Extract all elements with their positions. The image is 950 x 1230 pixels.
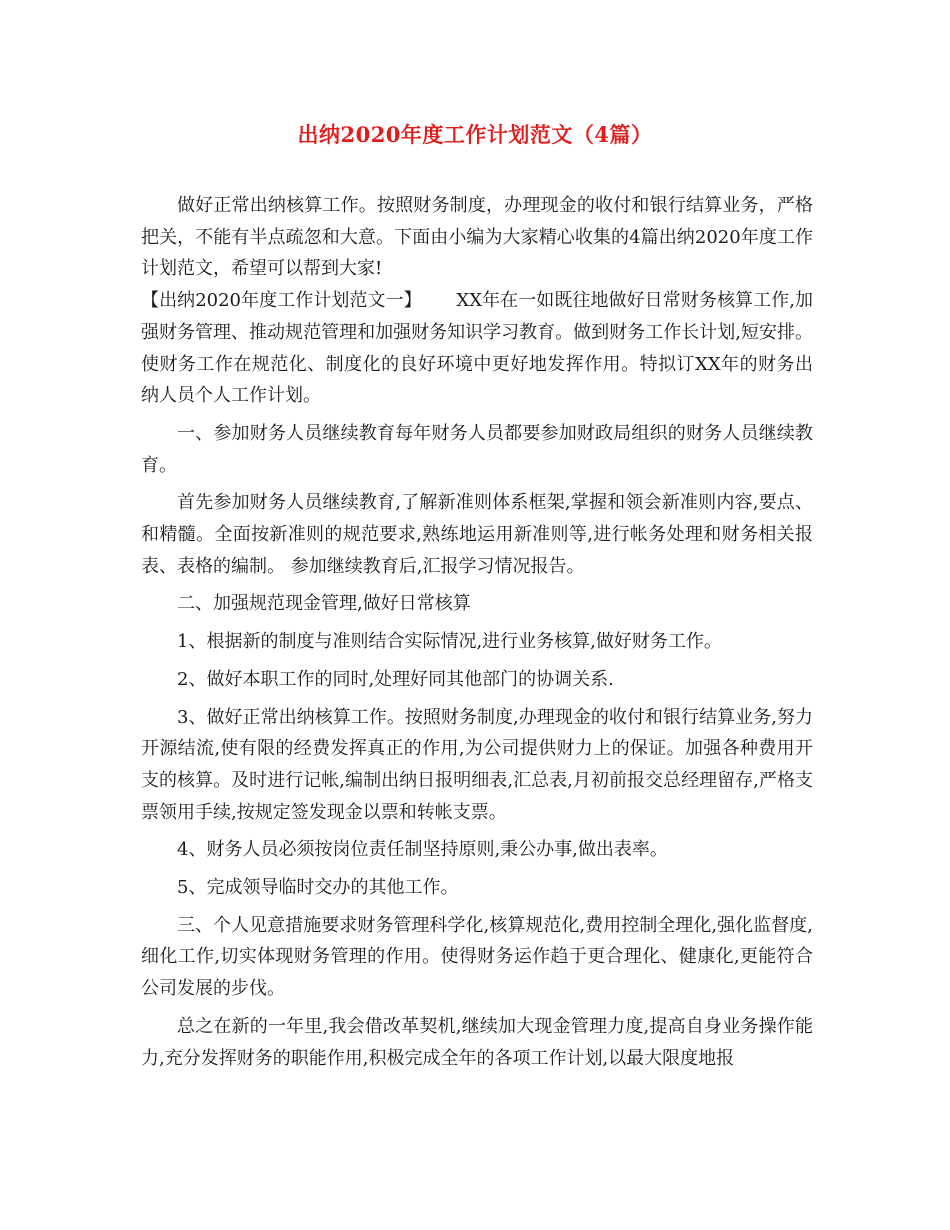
item-cash-management: 二、加强规范现金管理,做好日常核算 <box>177 593 471 615</box>
list-item-4: 4、财务人员必须按岗位责任制坚持原则,秉公办事,做出表率。 <box>177 839 668 861</box>
item-personal-suggestions: 三、个人见意措施要求财务管理科学化,核算规范化,费用控制全理化,强化监督度,细化工作,切实体现财务管理的作用。使得财务运作趋于更合理化、健康化,更能符合公司发展的步伐。 <box>141 914 813 1000</box>
paragraph-conclusion: 总之在新的一年里,我会借改革契机,继续加大现金管理力度,提高自身业务操作能力,充分发挥财务的职能作用,积极完成全年的各项工作计划,以最大限度地报 <box>141 1015 813 1069</box>
list-item-3: 3、做好正常出纳核算工作。按照财务制度,办理现金的收付和银行结算业务,努力开源结流,使有限的经费发挥真正的作用,为公司提供财力上的保证。加强各种费用开支的核算。及时进行记帐,编制出纳日报明细表,汇总表,月初前报交总经理留存,严格支票领用手续,按规定签发现金以票和转帐支票。 <box>141 706 813 823</box>
intro-paragraph: 做好正常出纳核算工作。按照财务制度，办理现金的收付和银行结算业务，严格把关，不能有半点疏忽和大意。下面由小编为大家精心收集的4篇出纳2020年度工作计划范文，希望可以帮到大家! <box>141 195 813 280</box>
list-item-1: 1、根据新的制度与准则结合实际情况,进行业务核算,做好财务工作。 <box>177 631 722 653</box>
paragraph-continuing-education-detail: 首先参加财务人员继续教育,了解新准则体系框架,掌握和领会新准则内容,要点、和精髓。全面按新准则的规范要求,熟练地运用新准则等,进行帐务处理和财务相关报表、表格的编制。 参加继续教育后,汇报学习情况报告。 <box>141 492 813 577</box>
document-title: 出纳2020年度工作计划范文（4篇） <box>297 122 653 147</box>
section-one-text: XX年在一如既往地做好日常财务核算工作,加强财务管理、推动规范管理和加强财务知识学习教育。做到财务工作长计划,短安排。使财务工作在规范化、制度化的良好环境中更好地发挥作用。特拟订XX年的财务出纳人员个人工作计划。 <box>141 290 813 407</box>
list-item-2: 2、做好本职工作的同时,处理好同其他部门的协调关系. <box>177 668 614 690</box>
section-heading: 【出纳2020年度工作计划范文一】 <box>141 290 422 312</box>
section-one-paragraph <box>141 285 813 412</box>
list-item-5: 5、完成领导临时交办的其他工作。 <box>177 877 459 899</box>
item-continuing-education: 一、参加财务人员继续教育每年财务人员都要参加财政局组织的财务人员继续教育。 <box>141 422 813 476</box>
document-body <box>141 190 813 1074</box>
